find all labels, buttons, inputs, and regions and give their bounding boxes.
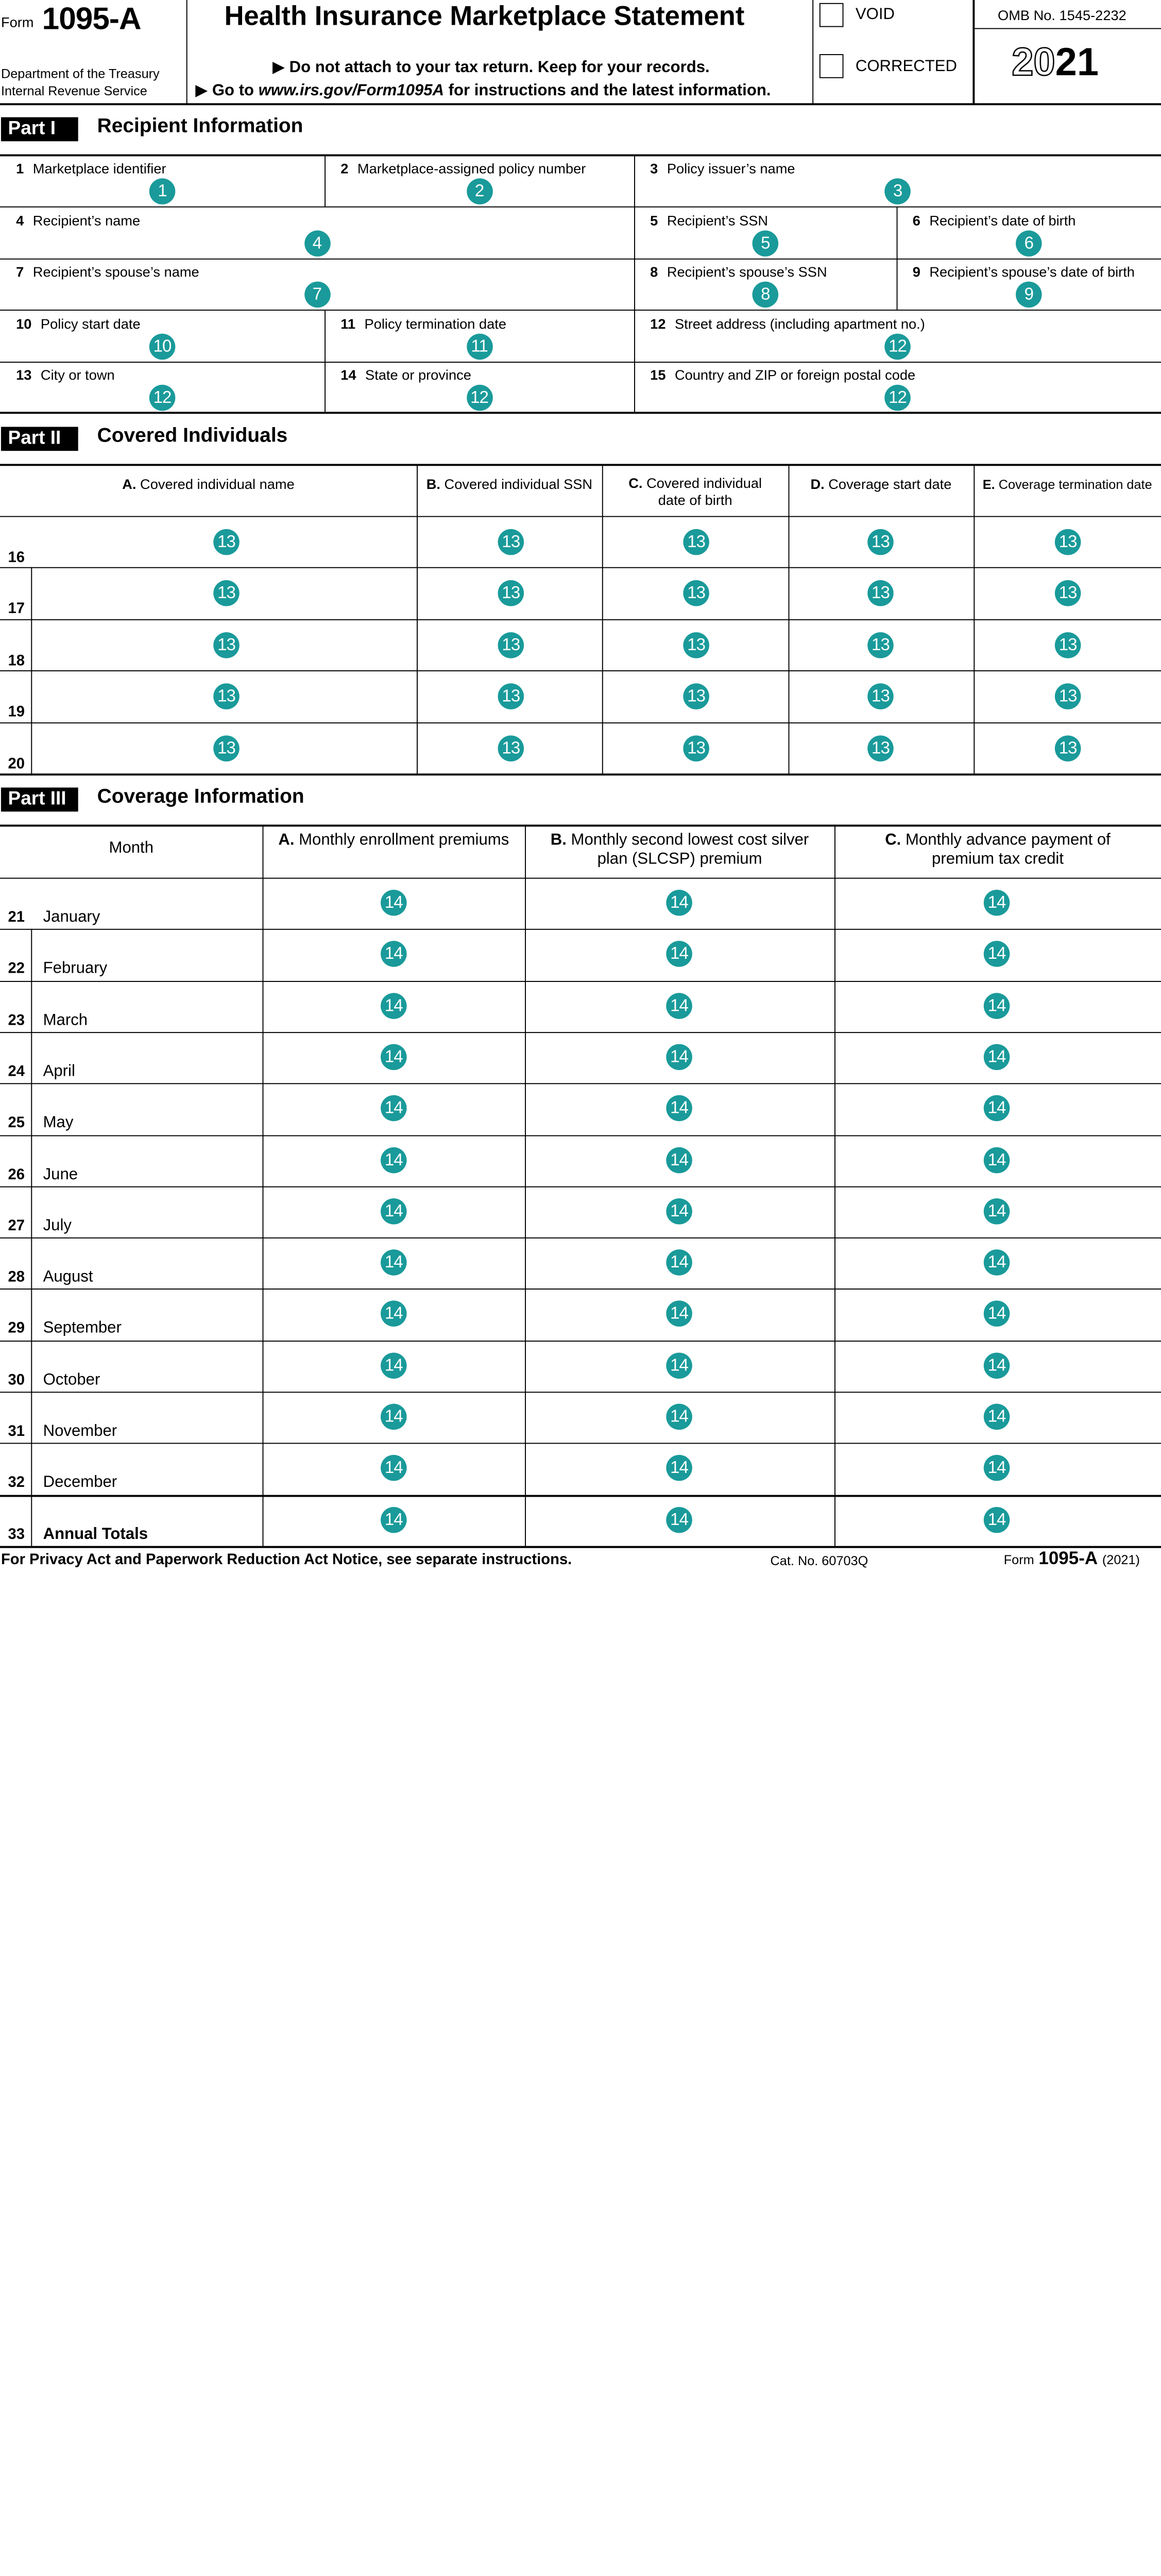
month-label: January <box>43 908 100 926</box>
line-number: 31 <box>8 1422 25 1440</box>
corrected-label: CORRECTED <box>855 58 957 75</box>
line-number: 25 <box>8 1114 25 1132</box>
coverage-cell-marker[interactable]: 14 <box>666 1301 692 1327</box>
month-label: April <box>43 1063 75 1080</box>
coverage-cell-marker[interactable]: 14 <box>984 1301 1010 1327</box>
field-marker-4[interactable]: 4 <box>304 230 330 257</box>
line-number: 29 <box>8 1320 25 1337</box>
field-marker-14[interactable]: 12 <box>466 385 492 411</box>
void-label: VOID <box>855 6 895 23</box>
coverage-cell-marker[interactable]: 14 <box>381 941 407 968</box>
coverage-cell-marker[interactable]: 14 <box>666 1198 692 1225</box>
covered-individual-cell-marker[interactable]: 13 <box>498 529 524 555</box>
field-marker-10[interactable]: 10 <box>149 334 176 360</box>
line-number: 23 <box>8 1011 25 1029</box>
part-2-tag: Part II <box>1 427 78 451</box>
coverage-cell-marker[interactable]: 14 <box>984 1506 1010 1533</box>
coverage-cell-marker[interactable]: 14 <box>984 1095 1010 1122</box>
catalog-number: Cat. No. 60703Q <box>770 1553 868 1568</box>
coverage-cell-marker[interactable]: 14 <box>984 1249 1010 1276</box>
covered-individual-cell-marker[interactable]: 13 <box>1055 632 1081 658</box>
form-title: Health Insurance Marketplace Statement <box>224 1 745 31</box>
coverage-cell-marker[interactable]: 14 <box>381 1249 407 1276</box>
covered-individual-cell-marker[interactable]: 13 <box>683 632 709 658</box>
coverage-cell-marker[interactable]: 14 <box>381 1404 407 1430</box>
covered-individual-cell-marker[interactable]: 13 <box>867 684 894 710</box>
month-label: August <box>43 1268 93 1286</box>
field-label-3: 3 Policy issuer’s name <box>650 160 795 177</box>
coverage-cell-marker[interactable]: 14 <box>381 1044 407 1070</box>
coverage-cell-marker[interactable]: 14 <box>984 1455 1010 1481</box>
month-label: March <box>43 1011 88 1029</box>
field-marker-6[interactable]: 6 <box>1016 230 1042 257</box>
field-marker-11[interactable]: 11 <box>466 334 492 360</box>
part3-column-header: C. Monthly advance payment of premium tax credit <box>885 832 1111 868</box>
coverage-cell-marker[interactable]: 14 <box>381 1301 407 1327</box>
field-label-2: 2 Marketplace-assigned policy number <box>340 160 586 177</box>
covered-individual-cell-marker[interactable]: 13 <box>498 684 524 710</box>
dept-line-2: Internal Revenue Service <box>1 83 147 98</box>
arrow-right-icon: ▶ <box>195 82 208 99</box>
month-label: Annual Totals <box>43 1526 148 1543</box>
privacy-notice: For Privacy Act and Paperwork Reduction Act Notice, see separate instructions. <box>1 1551 572 1568</box>
part-3-tag: Part III <box>1 788 78 812</box>
month-label: May <box>43 1114 74 1132</box>
corrected-checkbox[interactable] <box>819 54 844 78</box>
field-marker-7[interactable]: 7 <box>304 281 330 308</box>
field-label-1: 1 Marketplace identifier <box>16 160 166 177</box>
field-marker-8[interactable]: 8 <box>753 281 779 308</box>
coverage-cell-marker[interactable]: 14 <box>666 941 692 968</box>
covered-individual-cell-marker[interactable]: 13 <box>867 529 894 555</box>
covered-individual-cell-marker[interactable]: 13 <box>867 581 894 607</box>
part2-column-header: E. Coverage termination date <box>982 477 1152 492</box>
month-label: October <box>43 1371 100 1388</box>
coverage-cell-marker[interactable]: 14 <box>381 890 407 916</box>
month-label: November <box>43 1422 117 1440</box>
coverage-cell-marker[interactable]: 14 <box>666 1249 692 1276</box>
line-number: 17 <box>8 600 25 618</box>
coverage-cell-marker[interactable]: 14 <box>381 1095 407 1122</box>
covered-individual-cell-marker[interactable]: 13 <box>1055 581 1081 607</box>
covered-individual-cell-marker[interactable]: 13 <box>683 735 709 761</box>
omb-number: OMB No. 1545-2232 <box>998 7 1126 23</box>
form-number: 1095-A <box>42 1 141 37</box>
coverage-cell-marker[interactable]: 14 <box>984 1147 1010 1173</box>
coverage-cell-marker[interactable]: 14 <box>666 1404 692 1430</box>
covered-individual-cell-marker[interactable]: 13 <box>498 632 524 658</box>
line-number: 32 <box>8 1474 25 1492</box>
field-label-13: 13 City or town <box>16 366 115 383</box>
field-marker-1[interactable]: 1 <box>149 178 176 205</box>
field-label-11: 11 Policy termination date <box>340 315 507 332</box>
line-number: 30 <box>8 1371 25 1388</box>
covered-individual-cell-marker[interactable]: 13 <box>683 529 709 555</box>
line-number: 28 <box>8 1268 25 1286</box>
covered-individual-cell-marker[interactable]: 13 <box>213 735 240 761</box>
part2-column-header: D. Coverage start date <box>810 476 952 492</box>
tax-year: 2021 <box>1012 41 1099 84</box>
line-number: 20 <box>8 755 25 772</box>
part3-column-header: B. Monthly second lowest cost silver plan (SLCSP) premium <box>550 832 809 868</box>
field-marker-15[interactable]: 12 <box>884 385 911 411</box>
field-marker-3[interactable]: 3 <box>884 178 911 205</box>
line-number: 16 <box>8 549 25 566</box>
field-label-10: 10 Policy start date <box>16 315 141 332</box>
line-number: 24 <box>8 1063 25 1080</box>
irs-link[interactable]: www.irs.gov/Form1095A <box>258 82 445 99</box>
field-label-9: 9 Recipient’s spouse’s date of birth <box>912 263 1135 280</box>
field-label-8: 8 Recipient’s spouse’s SSN <box>650 263 827 280</box>
part-1-tag: Part I <box>1 117 78 142</box>
line-number: 33 <box>8 1526 25 1543</box>
coverage-cell-marker[interactable]: 14 <box>666 890 692 916</box>
field-label-15: 15 Country and ZIP or foreign postal code <box>650 366 916 383</box>
part2-column-header: B. Covered individual SSN <box>426 476 593 492</box>
covered-individual-cell-marker[interactable]: 13 <box>498 735 524 761</box>
covered-individual-cell-marker[interactable]: 13 <box>213 581 240 607</box>
coverage-cell-marker[interactable]: 14 <box>984 1352 1010 1379</box>
covered-individual-cell-marker[interactable]: 13 <box>498 581 524 607</box>
coverage-cell-marker[interactable]: 14 <box>666 1352 692 1379</box>
coverage-cell-marker[interactable]: 14 <box>984 1198 1010 1225</box>
coverage-cell-marker[interactable]: 14 <box>381 1506 407 1533</box>
coverage-cell-marker[interactable]: 14 <box>666 1095 692 1122</box>
covered-individual-cell-marker[interactable]: 13 <box>867 735 894 761</box>
line-number: 27 <box>8 1217 25 1234</box>
field-label-5: 5 Recipient’s SSN <box>650 212 769 229</box>
field-marker-13[interactable]: 12 <box>149 385 176 411</box>
covered-individual-cell-marker[interactable]: 13 <box>867 632 894 658</box>
line-number: 18 <box>8 652 25 669</box>
part2-column-header: A. Covered individual name <box>122 476 295 492</box>
instruction-1: ▶ Do not attach to your tax return. Keep for your records. <box>272 59 710 76</box>
month-label: June <box>43 1165 78 1183</box>
month-label: July <box>43 1217 72 1234</box>
field-marker-9[interactable]: 9 <box>1016 281 1042 308</box>
line-number: 26 <box>8 1165 25 1183</box>
part-2-title: Covered Individuals <box>97 425 288 447</box>
coverage-cell-marker[interactable]: 14 <box>984 993 1010 1019</box>
covered-individual-cell-marker[interactable]: 13 <box>1055 684 1081 710</box>
void-checkbox[interactable] <box>819 3 844 27</box>
field-marker-2[interactable]: 2 <box>466 178 492 205</box>
coverage-cell-marker[interactable]: 14 <box>984 1044 1010 1070</box>
line-number: 19 <box>8 703 25 721</box>
coverage-cell-marker[interactable]: 14 <box>381 1147 407 1173</box>
coverage-cell-marker[interactable]: 14 <box>666 1455 692 1481</box>
coverage-cell-marker[interactable]: 14 <box>381 1352 407 1379</box>
coverage-cell-marker[interactable]: 14 <box>666 1044 692 1070</box>
line-number: 22 <box>8 960 25 977</box>
field-label-14: 14 State or province <box>340 366 471 383</box>
coverage-cell-marker[interactable]: 14 <box>666 1147 692 1173</box>
field-label-4: 4 Recipient’s name <box>16 212 141 229</box>
line-number: 21 <box>8 908 25 926</box>
field-label-6: 6 Recipient’s date of birth <box>912 212 1076 229</box>
coverage-cell-marker[interactable]: 14 <box>381 1198 407 1225</box>
footer-form-id: Form 1095-A (2021) <box>1003 1548 1140 1568</box>
covered-individual-cell-marker[interactable]: 13 <box>213 684 240 710</box>
month-label: September <box>43 1320 122 1337</box>
part2-column-header: C. Covered individual date of birth <box>628 474 762 509</box>
month-label: December <box>43 1474 117 1492</box>
coverage-cell-marker[interactable]: 14 <box>381 993 407 1019</box>
coverage-cell-marker[interactable]: 14 <box>666 993 692 1019</box>
part-3-title: Coverage Information <box>97 785 304 808</box>
field-marker-5[interactable]: 5 <box>753 230 779 257</box>
covered-individual-cell-marker[interactable]: 13 <box>1055 529 1081 555</box>
coverage-cell-marker[interactable]: 14 <box>984 1404 1010 1430</box>
covered-individual-cell-marker[interactable]: 13 <box>683 684 709 710</box>
covered-individual-cell-marker[interactable]: 13 <box>1055 735 1081 761</box>
covered-individual-cell-marker[interactable]: 13 <box>683 581 709 607</box>
dept-line-1: Department of the Treasury <box>1 66 160 81</box>
instruction-2: ▶ Go to www.irs.gov/Form1095A for instructions and the latest information. <box>195 82 771 99</box>
part-1-title: Recipient Information <box>97 115 303 138</box>
covered-individual-cell-marker[interactable]: 13 <box>213 529 240 555</box>
coverage-cell-marker[interactable]: 14 <box>381 1455 407 1481</box>
field-label-7: 7 Recipient’s spouse’s name <box>16 263 199 280</box>
field-label-12: 12 Street address (including apartment no.) <box>650 315 925 332</box>
part3-column-header: A. Monthly enrollment premiums <box>278 832 509 849</box>
field-marker-12[interactable]: 12 <box>884 334 911 360</box>
coverage-cell-marker[interactable]: 14 <box>666 1506 692 1533</box>
form-label: Form <box>1 14 34 30</box>
month-label: February <box>43 960 108 977</box>
month-column-header: Month <box>109 839 154 857</box>
coverage-cell-marker[interactable]: 14 <box>984 890 1010 916</box>
coverage-cell-marker[interactable]: 14 <box>984 941 1010 968</box>
covered-individual-cell-marker[interactable]: 13 <box>213 632 240 658</box>
arrow-right-icon: ▶ <box>272 59 285 76</box>
